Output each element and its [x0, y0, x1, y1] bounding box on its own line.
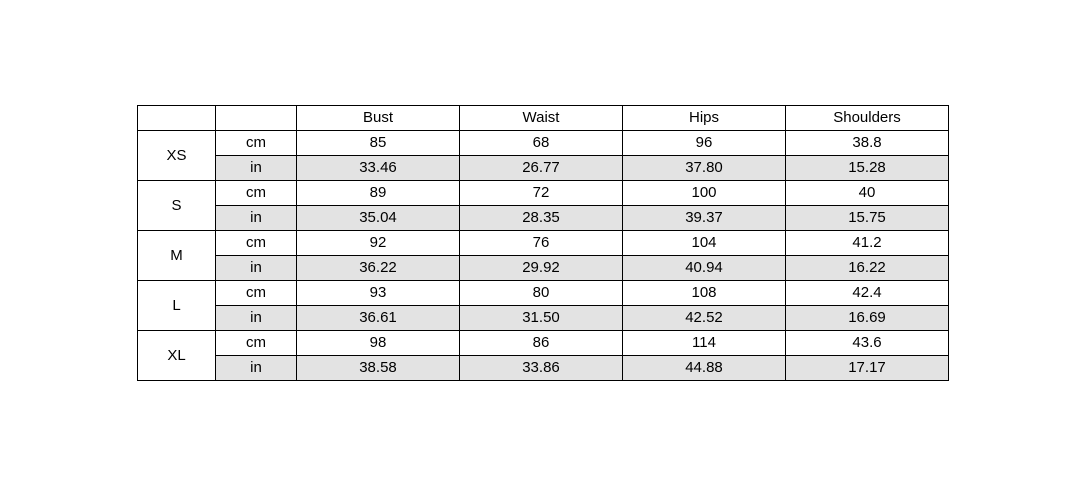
cell-hips-in: 42.52 — [623, 306, 786, 331]
header-shoulders: Shoulders — [786, 106, 949, 131]
unit-in: in — [216, 306, 297, 331]
unit-in: in — [216, 156, 297, 181]
cell-waist-in: 33.86 — [460, 356, 623, 381]
table-row — [138, 206, 949, 231]
cell-hips-in: 40.94 — [623, 256, 786, 281]
unit-cm: cm — [216, 231, 297, 256]
table-header-row — [138, 106, 949, 131]
table-row — [138, 156, 949, 181]
cell-shoulders-in: 16.22 — [786, 256, 949, 281]
cell-bust-cm: 89 — [297, 181, 460, 206]
size-label-xl: XL — [138, 331, 216, 381]
cell-hips-in: 39.37 — [623, 206, 786, 231]
cell-hips-cm: 100 — [623, 181, 786, 206]
size-label-xs: XS — [138, 131, 216, 181]
cell-waist-in: 31.50 — [460, 306, 623, 331]
cell-waist-cm: 86 — [460, 331, 623, 356]
size-label-l: L — [138, 281, 216, 331]
cell-bust-in: 36.22 — [297, 256, 460, 281]
header-size-blank — [138, 106, 216, 131]
table-row — [138, 281, 949, 306]
cell-shoulders-cm: 43.6 — [786, 331, 949, 356]
unit-cm: cm — [216, 181, 297, 206]
table-row — [138, 256, 949, 281]
size-label-s: S — [138, 181, 216, 231]
unit-cm: cm — [216, 131, 297, 156]
cell-shoulders-cm: 40 — [786, 181, 949, 206]
size-chart-container — [137, 105, 948, 381]
cell-shoulders-in: 17.17 — [786, 356, 949, 381]
header-bust: Bust — [297, 106, 460, 131]
unit-cm: cm — [216, 331, 297, 356]
header-unit-blank — [216, 106, 297, 131]
cell-hips-cm: 114 — [623, 331, 786, 356]
unit-cm: cm — [216, 281, 297, 306]
cell-shoulders-in: 16.69 — [786, 306, 949, 331]
table-row — [138, 356, 949, 381]
cell-bust-cm: 85 — [297, 131, 460, 156]
size-chart-table — [137, 105, 949, 381]
cell-shoulders-cm: 38.8 — [786, 131, 949, 156]
cell-shoulders-in: 15.75 — [786, 206, 949, 231]
cell-bust-cm: 92 — [297, 231, 460, 256]
cell-bust-in: 35.04 — [297, 206, 460, 231]
table-row — [138, 181, 949, 206]
unit-in: in — [216, 206, 297, 231]
cell-waist-cm: 68 — [460, 131, 623, 156]
unit-in: in — [216, 356, 297, 381]
cell-waist-in: 29.92 — [460, 256, 623, 281]
cell-bust-cm: 98 — [297, 331, 460, 356]
cell-waist-in: 28.35 — [460, 206, 623, 231]
cell-hips-cm: 108 — [623, 281, 786, 306]
cell-waist-cm: 80 — [460, 281, 623, 306]
cell-shoulders-in: 15.28 — [786, 156, 949, 181]
size-label-m: M — [138, 231, 216, 281]
cell-hips-cm: 96 — [623, 131, 786, 156]
table-row — [138, 306, 949, 331]
cell-bust-in: 38.58 — [297, 356, 460, 381]
cell-bust-in: 36.61 — [297, 306, 460, 331]
cell-shoulders-cm: 41.2 — [786, 231, 949, 256]
table-row — [138, 231, 949, 256]
header-hips: Hips — [623, 106, 786, 131]
cell-hips-in: 37.80 — [623, 156, 786, 181]
cell-waist-cm: 76 — [460, 231, 623, 256]
table-row — [138, 331, 949, 356]
cell-shoulders-cm: 42.4 — [786, 281, 949, 306]
cell-bust-cm: 93 — [297, 281, 460, 306]
unit-in: in — [216, 256, 297, 281]
cell-hips-cm: 104 — [623, 231, 786, 256]
cell-waist-in: 26.77 — [460, 156, 623, 181]
cell-hips-in: 44.88 — [623, 356, 786, 381]
cell-waist-cm: 72 — [460, 181, 623, 206]
header-waist: Waist — [460, 106, 623, 131]
table-row — [138, 131, 949, 156]
cell-bust-in: 33.46 — [297, 156, 460, 181]
